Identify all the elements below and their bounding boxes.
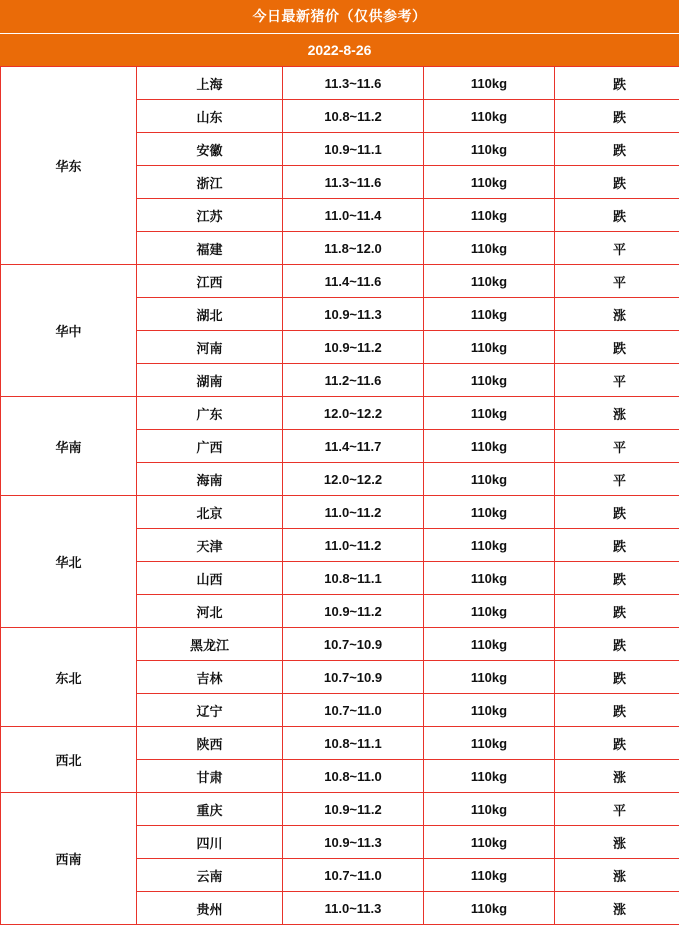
price-cell: 10.8~11.2 — [283, 100, 424, 133]
price-cell: 11.3~11.6 — [283, 166, 424, 199]
trend-cell: 跌 — [555, 67, 679, 100]
province-cell: 山东 — [137, 100, 283, 133]
province-cell: 河南 — [137, 331, 283, 364]
trend-cell: 跌 — [555, 331, 679, 364]
weight-cell: 110kg — [424, 859, 555, 892]
trend-cell: 跌 — [555, 562, 679, 595]
weight-cell: 110kg — [424, 694, 555, 727]
province-cell: 广西 — [137, 430, 283, 463]
weight-cell: 110kg — [424, 430, 555, 463]
trend-cell: 平 — [555, 463, 679, 496]
price-table — [0, 66, 679, 925]
province-cell: 吉林 — [137, 661, 283, 694]
trend-cell: 平 — [555, 232, 679, 265]
region-cell: 西北 — [1, 727, 137, 793]
region-cell: 华北 — [1, 496, 137, 628]
weight-cell: 110kg — [424, 364, 555, 397]
report-date: 2022-8-26 — [0, 33, 679, 66]
province-cell: 湖南 — [137, 364, 283, 397]
weight-cell: 110kg — [424, 298, 555, 331]
price-cell: 10.9~11.3 — [283, 298, 424, 331]
region-cell: 华中 — [1, 265, 137, 397]
weight-cell: 110kg — [424, 826, 555, 859]
price-cell: 11.2~11.6 — [283, 364, 424, 397]
price-cell: 11.0~11.4 — [283, 199, 424, 232]
table-row — [1, 628, 679, 661]
weight-cell: 110kg — [424, 595, 555, 628]
price-cell: 10.7~10.9 — [283, 661, 424, 694]
price-cell: 12.0~12.2 — [283, 397, 424, 430]
weight-cell: 110kg — [424, 529, 555, 562]
province-cell: 重庆 — [137, 793, 283, 826]
province-cell: 湖北 — [137, 298, 283, 331]
price-cell: 10.9~11.3 — [283, 826, 424, 859]
province-cell: 云南 — [137, 859, 283, 892]
trend-cell: 跌 — [555, 628, 679, 661]
weight-cell: 110kg — [424, 760, 555, 793]
weight-cell: 110kg — [424, 793, 555, 826]
province-cell: 陕西 — [137, 727, 283, 760]
price-cell: 10.9~11.2 — [283, 331, 424, 364]
province-cell: 四川 — [137, 826, 283, 859]
province-cell: 海南 — [137, 463, 283, 496]
price-cell: 10.7~10.9 — [283, 628, 424, 661]
region-cell: 西南 — [1, 793, 137, 925]
price-cell: 10.8~11.1 — [283, 562, 424, 595]
trend-cell: 平 — [555, 793, 679, 826]
table-row — [1, 265, 679, 298]
province-cell: 广东 — [137, 397, 283, 430]
province-cell: 上海 — [137, 67, 283, 100]
price-cell: 11.4~11.7 — [283, 430, 424, 463]
region-cell: 东北 — [1, 628, 137, 727]
table-row — [1, 67, 679, 100]
page-title: 今日最新猪价（仅供参考） — [0, 0, 679, 33]
province-cell: 山西 — [137, 562, 283, 595]
trend-cell: 跌 — [555, 727, 679, 760]
weight-cell: 110kg — [424, 67, 555, 100]
table-row — [1, 397, 679, 430]
trend-cell: 平 — [555, 364, 679, 397]
trend-cell: 跌 — [555, 133, 679, 166]
province-cell: 福建 — [137, 232, 283, 265]
province-cell: 甘肃 — [137, 760, 283, 793]
price-cell: 10.8~11.0 — [283, 760, 424, 793]
trend-cell: 跌 — [555, 694, 679, 727]
trend-cell: 涨 — [555, 826, 679, 859]
weight-cell: 110kg — [424, 892, 555, 925]
trend-cell: 涨 — [555, 892, 679, 925]
weight-cell: 110kg — [424, 232, 555, 265]
province-cell: 北京 — [137, 496, 283, 529]
trend-cell: 跌 — [555, 166, 679, 199]
trend-cell: 平 — [555, 430, 679, 463]
price-cell: 10.9~11.2 — [283, 793, 424, 826]
weight-cell: 110kg — [424, 463, 555, 496]
trend-cell: 涨 — [555, 298, 679, 331]
price-cell: 10.9~11.2 — [283, 595, 424, 628]
trend-cell: 涨 — [555, 397, 679, 430]
price-table-body — [1, 67, 679, 925]
trend-cell: 跌 — [555, 595, 679, 628]
price-cell: 10.9~11.1 — [283, 133, 424, 166]
province-cell: 天津 — [137, 529, 283, 562]
trend-cell: 跌 — [555, 100, 679, 133]
province-cell: 江西 — [137, 265, 283, 298]
province-cell: 辽宁 — [137, 694, 283, 727]
price-cell: 11.8~12.0 — [283, 232, 424, 265]
trend-cell: 平 — [555, 265, 679, 298]
weight-cell: 110kg — [424, 496, 555, 529]
trend-cell: 跌 — [555, 199, 679, 232]
trend-cell: 跌 — [555, 529, 679, 562]
weight-cell: 110kg — [424, 133, 555, 166]
province-cell: 安徽 — [137, 133, 283, 166]
trend-cell: 跌 — [555, 661, 679, 694]
weight-cell: 110kg — [424, 100, 555, 133]
weight-cell: 110kg — [424, 331, 555, 364]
price-cell: 11.3~11.6 — [283, 67, 424, 100]
province-cell: 贵州 — [137, 892, 283, 925]
province-cell: 浙江 — [137, 166, 283, 199]
weight-cell: 110kg — [424, 562, 555, 595]
price-cell: 11.0~11.2 — [283, 496, 424, 529]
price-cell: 12.0~12.2 — [283, 463, 424, 496]
weight-cell: 110kg — [424, 661, 555, 694]
trend-cell: 涨 — [555, 760, 679, 793]
weight-cell: 110kg — [424, 166, 555, 199]
region-cell: 华东 — [1, 67, 137, 265]
price-cell: 11.0~11.3 — [283, 892, 424, 925]
price-cell: 11.0~11.2 — [283, 529, 424, 562]
province-cell: 河北 — [137, 595, 283, 628]
price-cell: 10.7~11.0 — [283, 694, 424, 727]
price-cell: 10.7~11.0 — [283, 859, 424, 892]
weight-cell: 110kg — [424, 628, 555, 661]
region-cell: 华南 — [1, 397, 137, 496]
table-row — [1, 793, 679, 826]
trend-cell: 涨 — [555, 859, 679, 892]
weight-cell: 110kg — [424, 265, 555, 298]
table-row — [1, 496, 679, 529]
province-cell: 黑龙江 — [137, 628, 283, 661]
weight-cell: 110kg — [424, 397, 555, 430]
weight-cell: 110kg — [424, 727, 555, 760]
trend-cell: 跌 — [555, 496, 679, 529]
price-cell: 11.4~11.6 — [283, 265, 424, 298]
price-cell: 10.8~11.1 — [283, 727, 424, 760]
province-cell: 江苏 — [137, 199, 283, 232]
weight-cell: 110kg — [424, 199, 555, 232]
table-row — [1, 727, 679, 760]
